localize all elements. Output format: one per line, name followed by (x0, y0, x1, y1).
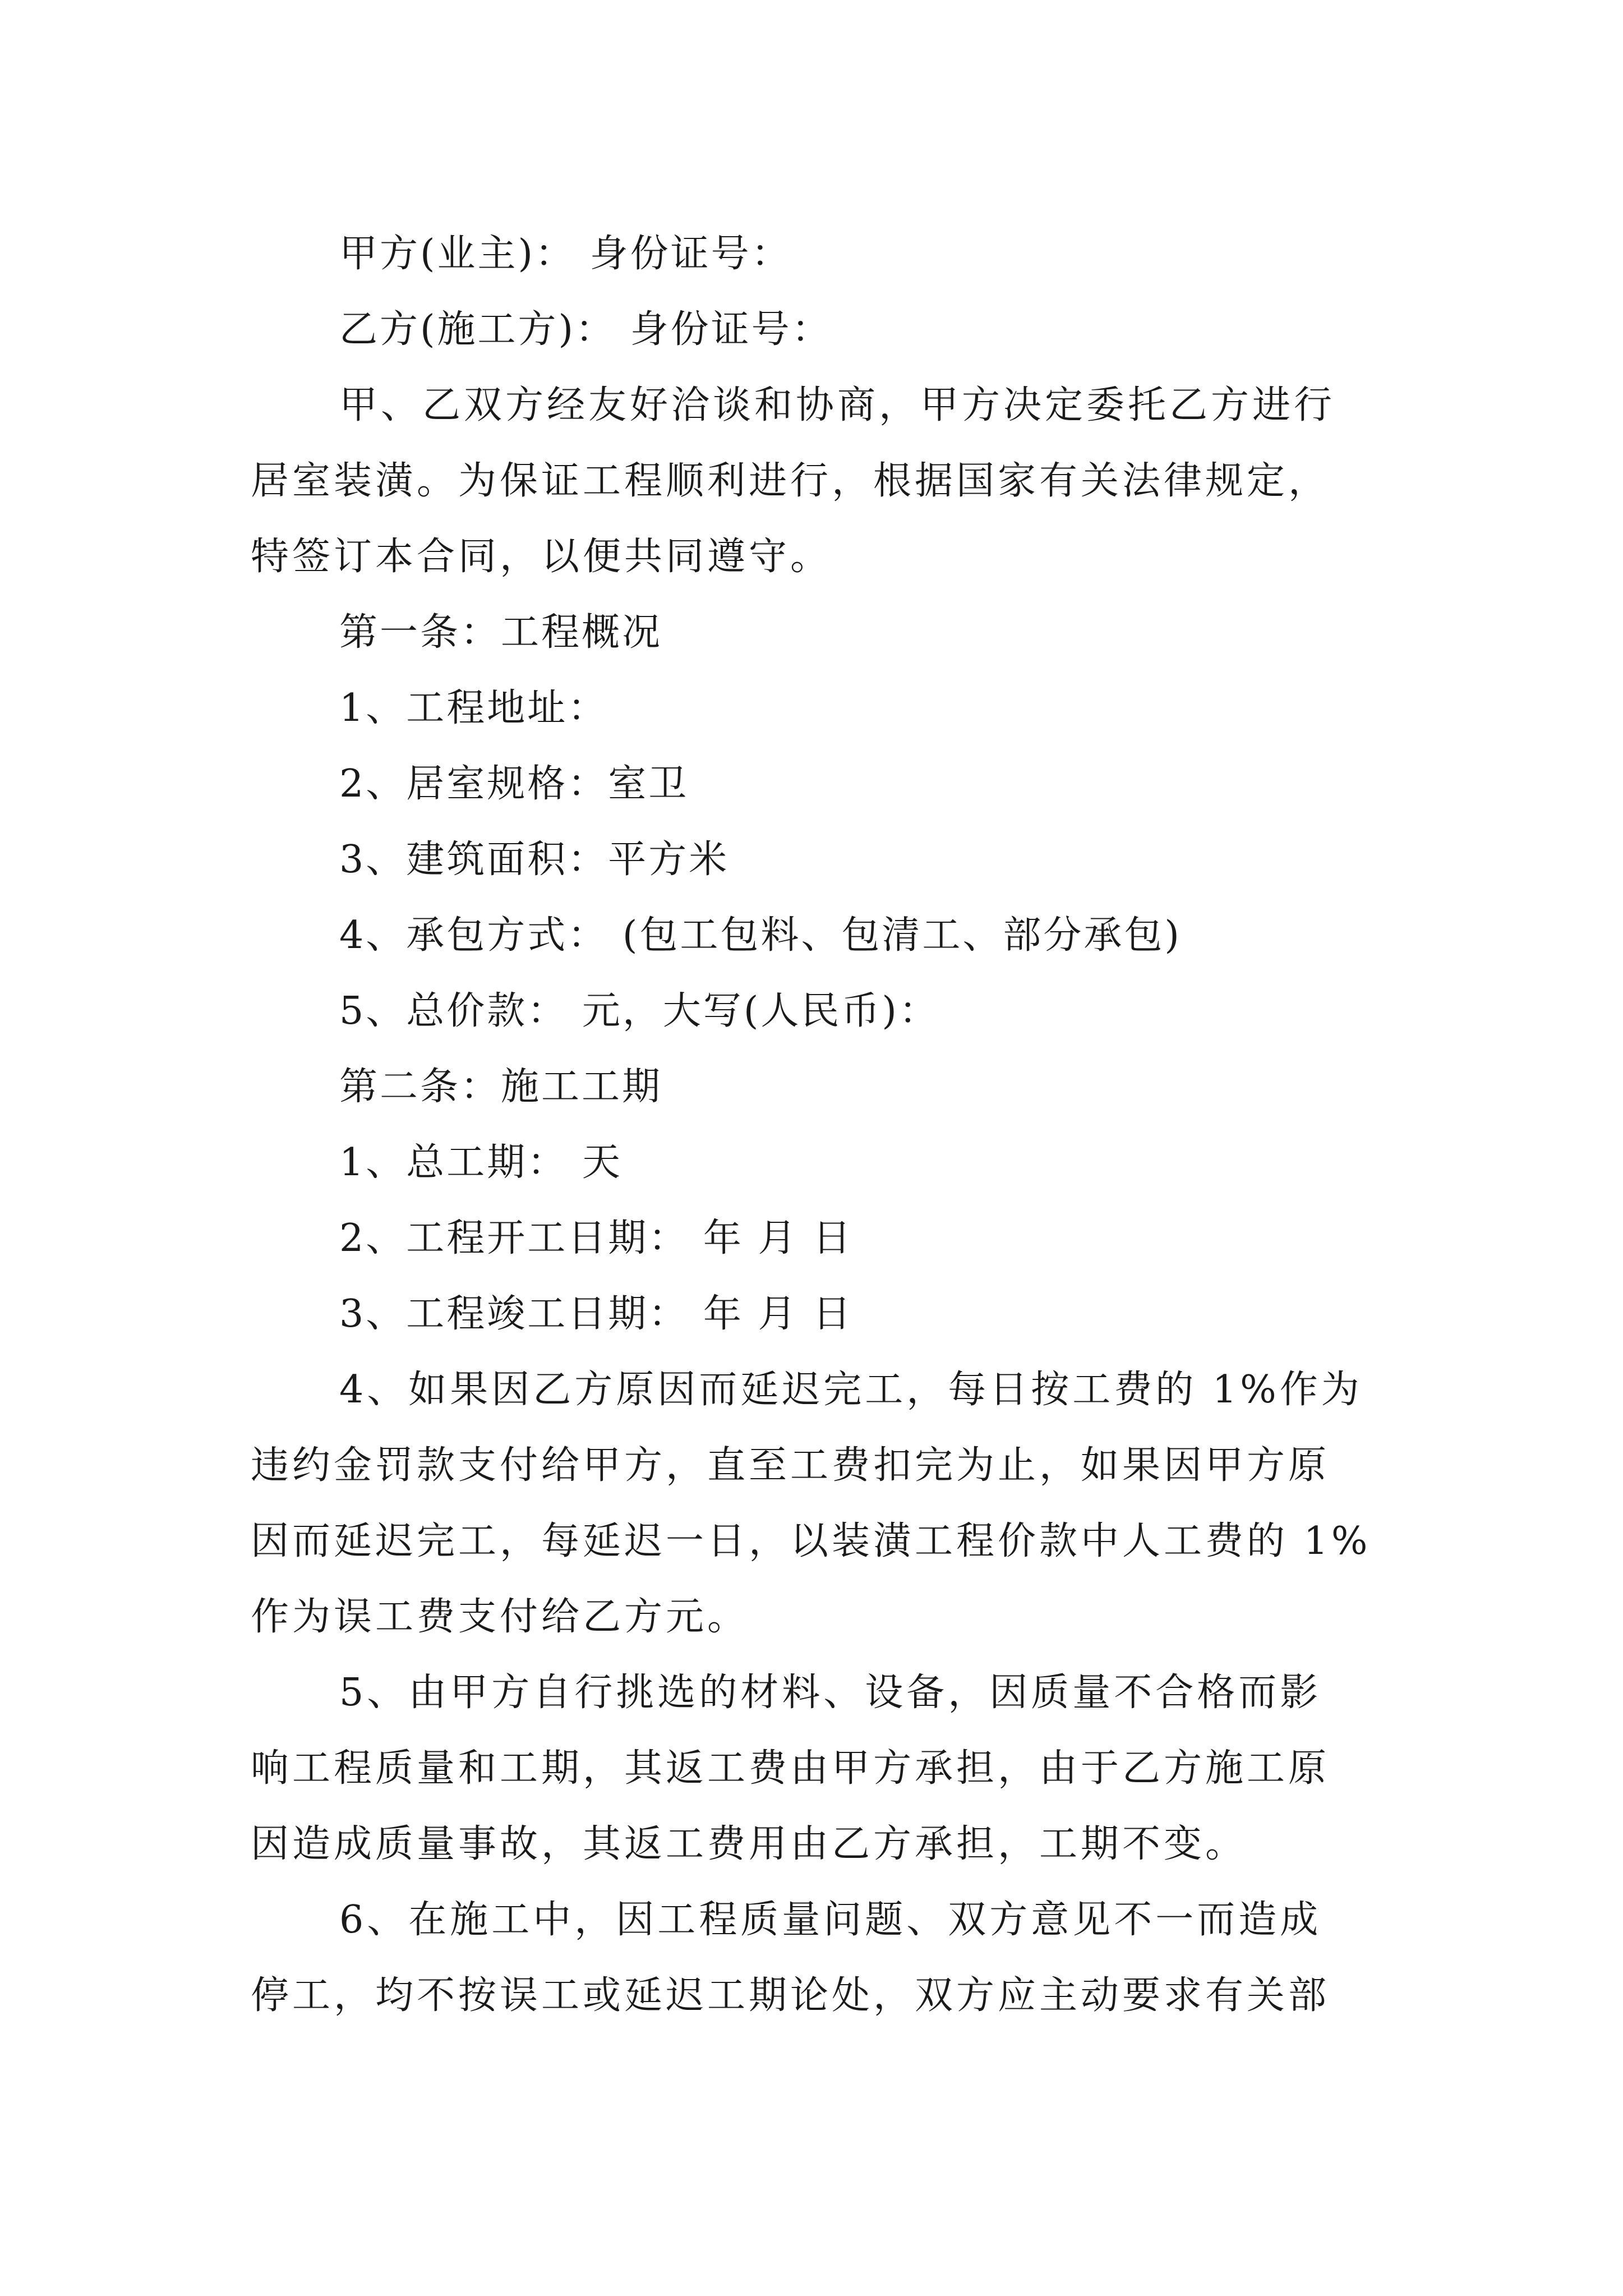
article-2-item: 3、工程竣工日期： 年 月 日 (339, 1292, 854, 1336)
paragraph-line: 作为误工费支付给乙方元。 (251, 1595, 749, 1639)
paragraph-line: 违约金罚款支付给甲方，直至工费扣完为止，如果因甲方原 (251, 1443, 1330, 1488)
article-1-item: 3、建筑面积：平方米 (339, 838, 730, 882)
article-2-item: 4、如果因乙方原因而延迟完工，每日按工费的 1%作为 (339, 1368, 1363, 1412)
article-1-item: 4、承包方式： (包工包料、包清工、部分承包) (339, 913, 1182, 958)
paragraph-line: 因而延迟完工，每延迟一日，以装潢工程价款中人工费的 1% (251, 1519, 1371, 1563)
article-1-item: 1、工程地址： (339, 686, 608, 730)
preamble-line: 特签订本合同，以便共同遵守。 (251, 535, 832, 579)
preamble-line: 居室装潢。为保证工程顺利进行，根据国家有关法律规定， (251, 459, 1330, 503)
paragraph-line: 停工，均不按误工或延迟工期论处，双方应主动要求有关部 (251, 1973, 1330, 2018)
article-2-item: 1、总工期： 天 (339, 1140, 623, 1185)
article-2-item: 5、由甲方自行挑选的材料、设备，因质量不合格而影 (339, 1671, 1322, 1715)
preamble-line: 甲、乙双方经友好洽谈和协商，甲方决定委托乙方进行 (339, 383, 1336, 427)
paragraph-line: 因造成质量事故，其返工费用由乙方承担，工期不变。 (251, 1822, 1247, 1866)
article-2-heading: 第二条：施工工期 (339, 1065, 663, 1109)
party-a-line: 甲方(业主)： 身份证号： (339, 232, 792, 276)
article-2-item: 2、工程开工日期： 年 月 日 (339, 1216, 854, 1260)
party-b-line: 乙方(施工方)： 身份证号： (339, 307, 832, 352)
article-1-heading: 第一条：工程概况 (339, 610, 663, 655)
paragraph-line: 响工程质量和工期，其返工费由甲方承担，由于乙方施工原 (251, 1746, 1330, 1791)
article-2-item: 6、在施工中，因工程质量问题、双方意见不一而造成 (339, 1898, 1322, 1942)
article-1-item: 5、总价款： 元，大写(人民币)： (339, 989, 939, 1033)
article-1-item: 2、居室规格：室卫 (339, 762, 689, 806)
document-body (251, 216, 1395, 2033)
